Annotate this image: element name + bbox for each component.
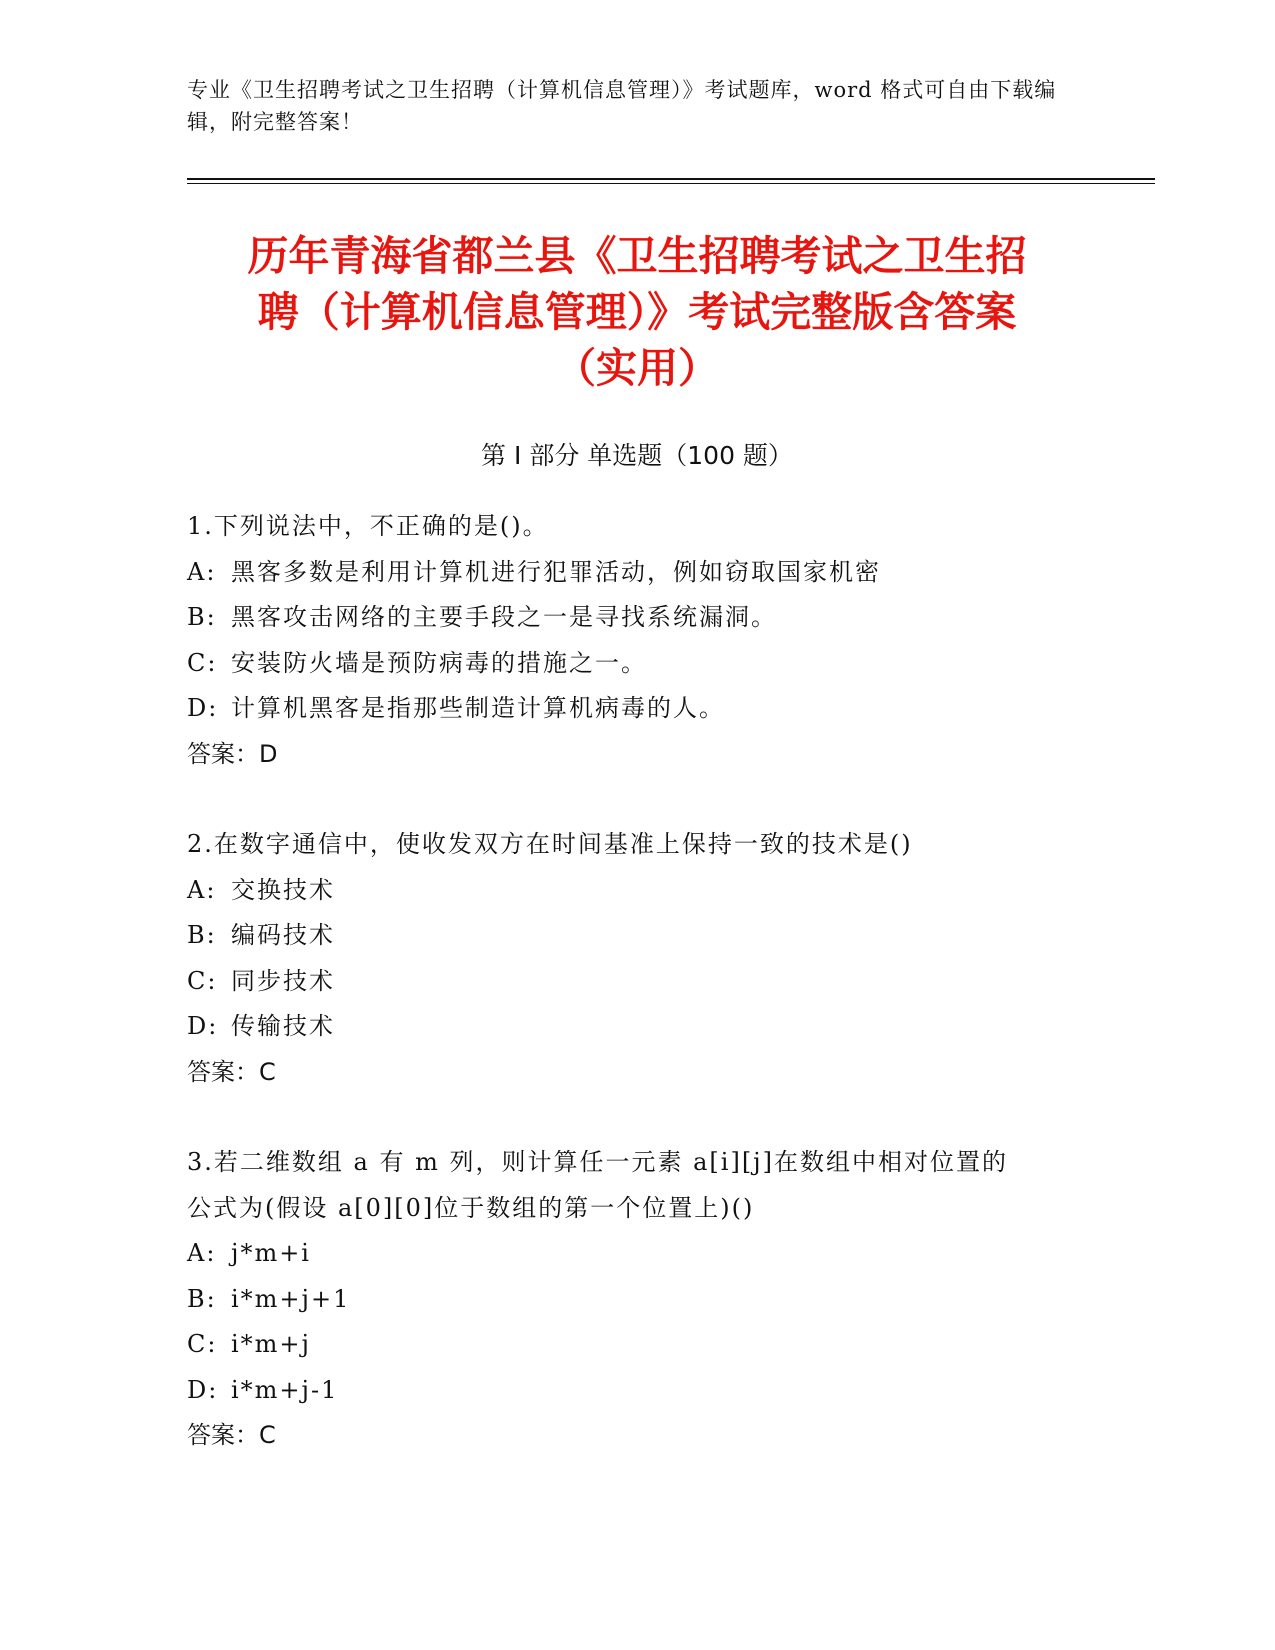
option-key: A: bbox=[187, 1239, 217, 1267]
option-d bbox=[187, 686, 1087, 732]
section-title: 第 I 部分 单选题（100 题） bbox=[481, 441, 793, 470]
answer-line: 答案：C bbox=[187, 1421, 276, 1449]
title-line-1: 历年青海省都兰县《卫生招聘考试之卫生招 bbox=[247, 232, 1027, 280]
header-rule-thin bbox=[187, 183, 1155, 184]
question-2 bbox=[187, 822, 1087, 1095]
option-key: D: bbox=[187, 1012, 219, 1040]
question-stem: 2.在数字通信中，使收发双方在时间基准上保持一致的技术是() bbox=[187, 830, 913, 858]
option-a bbox=[187, 1231, 1087, 1277]
option-a bbox=[187, 550, 1087, 596]
option-text: 同步技术 bbox=[231, 966, 335, 995]
option-key: B: bbox=[187, 603, 217, 631]
question-1 bbox=[187, 504, 1087, 777]
option-key: C: bbox=[187, 966, 218, 995]
document-title bbox=[187, 228, 1087, 396]
answer-line: 答案：D bbox=[187, 739, 278, 768]
option-b bbox=[187, 595, 1087, 641]
header-rule-thick bbox=[187, 178, 1155, 180]
option-b bbox=[187, 913, 1087, 959]
option-text: 传输技术 bbox=[231, 1012, 335, 1040]
option-key: B: bbox=[187, 921, 217, 949]
title-line-2: 聘（计算机信息管理）》考试完整版含答案 bbox=[257, 288, 1017, 336]
option-key: A: bbox=[187, 557, 217, 586]
option-c bbox=[187, 1322, 1087, 1368]
option-text: i*m+j bbox=[231, 1330, 311, 1358]
option-a bbox=[187, 868, 1087, 914]
option-d bbox=[187, 1368, 1087, 1414]
question-stem-line-2: 公式为(假设 a[0][0]位于数组的第一个位置上)() bbox=[187, 1193, 755, 1222]
option-key: D: bbox=[187, 694, 219, 722]
option-b bbox=[187, 1277, 1087, 1323]
question-stem-line-1: 3.若二维数组 a 有 m 列，则计算任一元素 a[i][j]在数组中相对位置的 bbox=[187, 1148, 1008, 1176]
option-key: D: bbox=[187, 1375, 219, 1404]
option-key: A: bbox=[187, 875, 217, 904]
option-key: B: bbox=[187, 1284, 217, 1313]
option-text: j*m+i bbox=[231, 1239, 311, 1267]
option-key: C: bbox=[187, 648, 218, 677]
option-text: 计算机黑客是指那些制造计算机病毒的人。 bbox=[231, 694, 725, 722]
option-c bbox=[187, 641, 1087, 687]
option-text: i*m+j+1 bbox=[231, 1284, 351, 1313]
option-text: 交换技术 bbox=[231, 875, 335, 904]
option-c bbox=[187, 959, 1087, 1005]
option-key: C: bbox=[187, 1330, 218, 1358]
option-d bbox=[187, 1004, 1087, 1050]
option-text: 编码技术 bbox=[231, 921, 335, 949]
option-text: 黑客攻击网络的主要手段之一是寻找系统漏洞。 bbox=[231, 603, 777, 631]
option-text: 黑客多数是利用计算机进行犯罪活动，例如窃取国家机密 bbox=[231, 557, 881, 586]
header-note: 专业《卫生招聘考试之卫生招聘（计算机信息管理）》考试题库，word 格式可自由下载编辑，附完整答案！ bbox=[187, 78, 1057, 134]
question-3 bbox=[187, 1140, 1087, 1459]
answer-line: 答案：C bbox=[187, 1057, 276, 1086]
option-text: 安装防火墙是预防病毒的措施之一。 bbox=[231, 648, 647, 677]
option-text: i*m+j-1 bbox=[231, 1375, 339, 1404]
title-line-3: （实用） bbox=[555, 344, 719, 392]
question-stem: 1.下列说法中，不正确的是()。 bbox=[187, 512, 549, 540]
